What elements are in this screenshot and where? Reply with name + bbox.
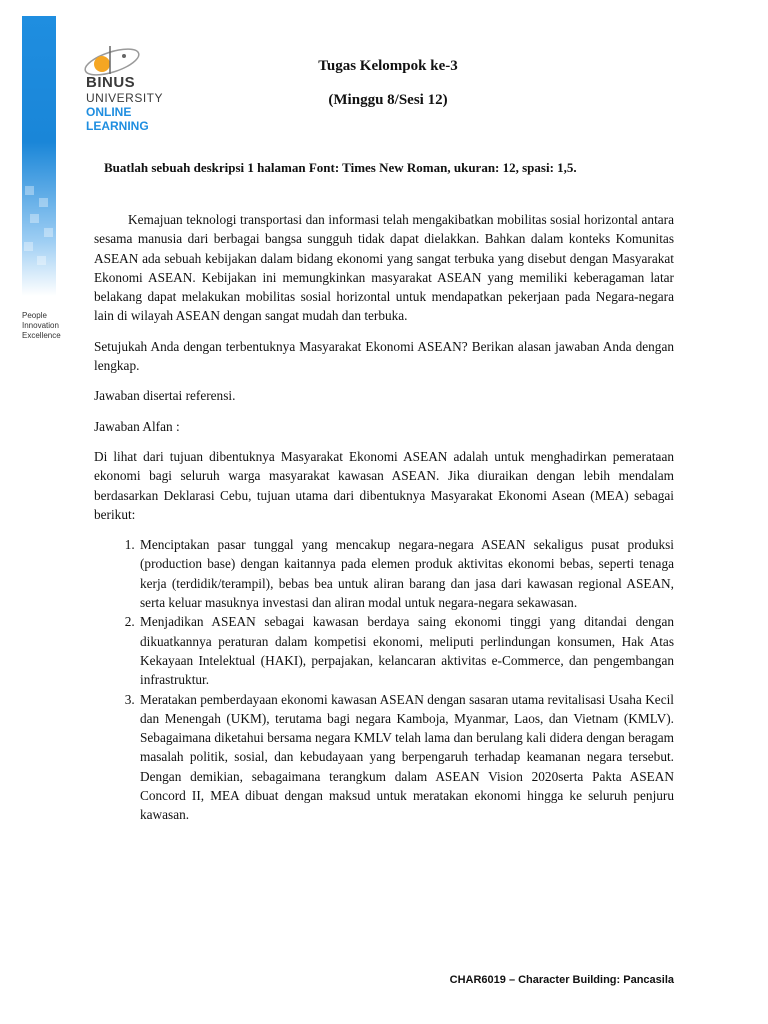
tagline-excellence: Excellence bbox=[22, 331, 61, 340]
answer-paragraph: Di lihat dari tujuan dibentuknya Masyarakat Ekonomi ASEAN adalah untuk menghadirkan pemerataan ekonomi bagi seluruh warga masyarakat kawasan ASEAN. Jika diuraikan dengan lebih mendalam berdasarkan Deklarasi Cebu, tujuan utama dari dibentuknya Masyarakat Ekonomi Asean (MEA) sebagai berikut: bbox=[94, 448, 674, 522]
intro-paragraph: Kemajuan teknologi transportasi dan informasi telah mengakibatkan mobilitas sosial horizontal antara sesama manusia dari berbagai bangsa sungguh tidak dapat dielakkan. Bahkan dalam konteks Komunitas ASEAN ada sebuah kebijakan dalam bidang ekonomi yang sangat terbuka yang disebut dengan Masyarakat Ekonomi ASEAN. Kebijakan ini memungkinkan masyarakat ASEAN yang memiliki keberagaman latar belakang dapat melakukan mobilitas sosial horizontal untuk mendapatkan pekerjaan pada Negara-negara lain di wilayah ASEAN dengan sangat mudah dan terbuka. bbox=[94, 212, 674, 324]
list-item: 3. Meratakan pemberdayaan ekonomi kawasan ASEAN dengan sasaran utama revitalisasi Usaha Kecil dan Menengah (UKM), terutama bagi negara Kamboja, Myanmar, Laos, dan Vietnam (KMLV). Sebagaimana diketahui bersama negara KMLV telah lama dan berulang kali didera dengan beragam masalah politik, sosial, dan kebudayaan yang berpengaruh terhadap keamanan negara tersebut. Dengan demikian, sebagaimana terangkum dalam ASEAN Vision 2020serta Pakta ASEAN Concord II, MEA dibuat dengan maksud untuk meratakan ekonomi hingga ke seluruh penjuru kawasan. bbox=[138, 690, 674, 825]
page-title: Tugas Kelompok ke-3 bbox=[318, 58, 458, 74]
tagline-people: People bbox=[22, 311, 47, 320]
side-tagline bbox=[22, 311, 61, 341]
answer-author: Jawaban Alfan : bbox=[94, 418, 180, 434]
assignment-instruction: Buatlah sebuah deskripsi 1 halaman Font: Times New Roman, ukuran: 12, spasi: 1,5. bbox=[104, 160, 577, 175]
page-subtitle: (Minggu 8/Sesi 12) bbox=[328, 92, 448, 108]
reference-note: Jawaban disertai referensi. bbox=[94, 388, 236, 404]
goals-list bbox=[94, 535, 674, 824]
list-item: 2. Menjadikan ASEAN sebagai kawasan berdaya saing ekonomi tinggi yang ditandai dengan dikuatkannya peraturan dalam kompetisi ekonomi, meliputi perlindungan konsumen, Hak Atas Kekayaan Intelektual (HAKI), perpajakan, kelancaran aktivitas e-Commerce, dan pengembangan infrastruktur. bbox=[138, 612, 674, 689]
logo-text-learning: LEARNING bbox=[86, 119, 149, 133]
list-item: 1. Menciptakan pasar tunggal yang mencakup negara-negara ASEAN sekaligus pusat produksi (production base) dengan kaitannya pada elemen produk aktivitas ekonomi bebas, seperti tenaga kerja (terdidik/terampil), bebas bea untuk aliran barang dan jasa dari kawasan regional ASEAN, serta keluar masuknya investasi dan aliran modal untuk negara-negara sekawasan. bbox=[138, 535, 674, 612]
logo-text-binus: BINUS bbox=[86, 74, 136, 91]
tagline-innovation: Innovation bbox=[22, 321, 59, 330]
document-body bbox=[94, 210, 674, 825]
logo-text-university: UNIVERSITY bbox=[86, 91, 164, 105]
course-footer: CHAR6019 – Character Building: Pancasila bbox=[449, 974, 674, 986]
logo-text-online: ONLINE bbox=[86, 105, 132, 119]
question-paragraph: Setujukah Anda dengan terbentuknya Masyarakat Ekonomi ASEAN? Berikan alasan jawaban Anda dengan lengkap. bbox=[94, 338, 674, 374]
